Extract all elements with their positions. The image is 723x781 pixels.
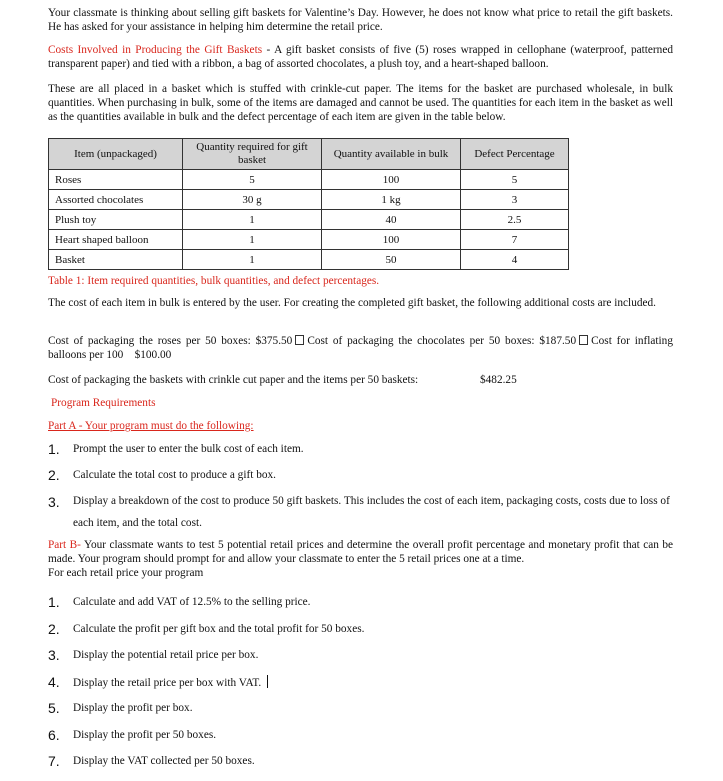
part-a-heading (48, 419, 673, 433)
table-cell: 30 g (183, 190, 322, 210)
part-a-list (48, 442, 678, 538)
additional-costs-paragraph: The cost of each item in bulk is entered by the user. For creating the completed gift basket, the following additional costs are included. (48, 297, 656, 309)
table-cell: 1 kg (322, 190, 461, 210)
table-header: Quantity required for gift basket (183, 139, 322, 170)
list-item-text: Display the retail price per box with VAT. (73, 676, 262, 689)
table-cell: 2.5 (461, 210, 569, 230)
text-cursor (267, 675, 268, 688)
list-item (48, 442, 678, 468)
program-requirements-heading: Program Requirements (51, 397, 156, 409)
list-item (48, 648, 678, 675)
part-a-heading-text: Part A - Your program must do the following: (48, 420, 254, 432)
table-row (49, 190, 569, 210)
list-item (48, 701, 678, 728)
list-number: 2. (48, 467, 60, 483)
list-number: 1. (48, 441, 60, 457)
list-number: 5. (48, 700, 60, 716)
table-cell: 5 (183, 170, 322, 190)
table-cell: Assorted chocolates (49, 190, 183, 210)
table-cell: 1 (183, 250, 322, 270)
list-number: 2. (48, 620, 60, 637)
list-item (48, 675, 678, 702)
table-header: Quantity available in bulk (322, 139, 461, 170)
packaging-costs-paragraph (48, 334, 673, 362)
table-header-row (49, 139, 569, 170)
list-item (48, 494, 678, 538)
cost-balloons-value: $100.00 (134, 349, 172, 361)
table-cell: 7 (461, 230, 569, 250)
list-item (48, 622, 678, 649)
list-item-text: Calculate the profit per gift box and the total profit for 50 boxes. (73, 622, 365, 635)
cost-roses: Cost of packaging the roses per 50 boxes: $375.50 (48, 335, 293, 347)
list-item-text: Display the profit per 50 boxes. (73, 728, 217, 741)
table-cell: 40 (322, 210, 461, 230)
list-item-text: Display the potential retail price per box. (73, 649, 259, 661)
table-row (49, 230, 569, 250)
costs-heading: Costs Involved in Producing the Gift Baskets (48, 44, 263, 56)
table-cell: Plush toy (49, 210, 183, 230)
list-item (48, 728, 678, 755)
list-item-text: Display the profit per box. (73, 702, 193, 714)
bulk-paragraph: These are all placed in a basket which is stuffed with crinkle-cut paper. The items for the basket are purchased wholesale, in bulk quantities. When purchasing in bulk, some of the items are damaged and cannot be used. The quantities for each item in the basket as well as the quantities available in bulk and the defect percentage of each item are given in the table below. (48, 83, 673, 123)
intro-paragraph: Your classmate is thinking about selling gift baskets for Valentine’s Day. However, he does not know what price to retail the gift baskets. He has asked for your assistance in helping him determine the retail price. (48, 7, 673, 33)
cost-baskets-label: Cost of packaging the baskets with crinkle cut paper and the items per 50 baskets: (48, 374, 419, 386)
list-item-text: Display a breakdown of the cost to produce 50 gift baskets. This includes the cost of each item, packaging costs, costs due to loss of each item, and the total cost. (73, 495, 670, 529)
table-cell: 3 (461, 190, 569, 210)
list-item (48, 468, 678, 494)
part-b-subheading: For each retail price your program (48, 567, 204, 579)
items-table (48, 138, 569, 270)
table-header: Defect Percentage (461, 139, 569, 170)
list-number: 3. (48, 647, 60, 663)
baskets-cost-line (48, 373, 673, 387)
costs-paragraph (48, 43, 673, 71)
list-number: 6. (48, 726, 60, 743)
table-cell: 1 (183, 230, 322, 250)
table-caption: Table 1: Item required quantities, bulk quantities, and defect percentages. (48, 275, 380, 287)
cost-chocolates: Cost of packaging the chocolates per 50 boxes: $187.50 (307, 335, 577, 347)
part-b-label: Part B- (48, 539, 81, 551)
list-number: 1. (48, 594, 60, 610)
table-header: Item (unpackaged) (49, 139, 183, 170)
part-b-paragraph (48, 538, 673, 580)
part-b-list (48, 595, 678, 781)
checkbox-glyph-icon (579, 335, 588, 345)
table-cell: 5 (461, 170, 569, 190)
table-cell: 1 (183, 210, 322, 230)
list-item (48, 754, 678, 781)
table-cell: 100 (322, 230, 461, 250)
list-item-text: Calculate and add VAT of 12.5% to the selling price. (73, 596, 311, 608)
table-cell: Basket (49, 250, 183, 270)
list-item (48, 595, 678, 622)
table-row (49, 170, 569, 190)
table-row (49, 250, 569, 270)
list-number: 7. (48, 753, 60, 769)
table-cell: Roses (49, 170, 183, 190)
list-item-text: Display the VAT collected per 50 boxes. (73, 755, 255, 767)
list-item-text: Calculate the total cost to produce a gift box. (73, 469, 276, 481)
table-row (49, 210, 569, 230)
checkbox-glyph-icon (295, 335, 304, 345)
table-cell: 100 (322, 170, 461, 190)
table-cell: 50 (322, 250, 461, 270)
list-number: 3. (48, 494, 60, 510)
table-cell: 4 (461, 250, 569, 270)
cost-baskets-value: $482.25 (480, 374, 517, 386)
part-b-text: Your classmate wants to test 5 potential retail prices and determine the overall profit percentage and monetary profit that can be made. Your program should prompt for and allow your classmate to enter the 5 retail prices one at a time. (48, 539, 673, 565)
list-item-text: Prompt the user to enter the bulk cost of each item. (73, 443, 304, 455)
costs-text: - A gift basket consists of five (5) roses wrapped in cellophane (waterproof, patterned transparent paper) and tied with a ribbon, a bag of assorted chocolates, a plush toy, and a heart-shaped balloon. (48, 44, 673, 70)
cost-balloons-label: Cost for inflating balloons per 100 (48, 335, 673, 361)
table-cell: Heart shaped balloon (49, 230, 183, 250)
list-number: 4. (48, 673, 60, 690)
